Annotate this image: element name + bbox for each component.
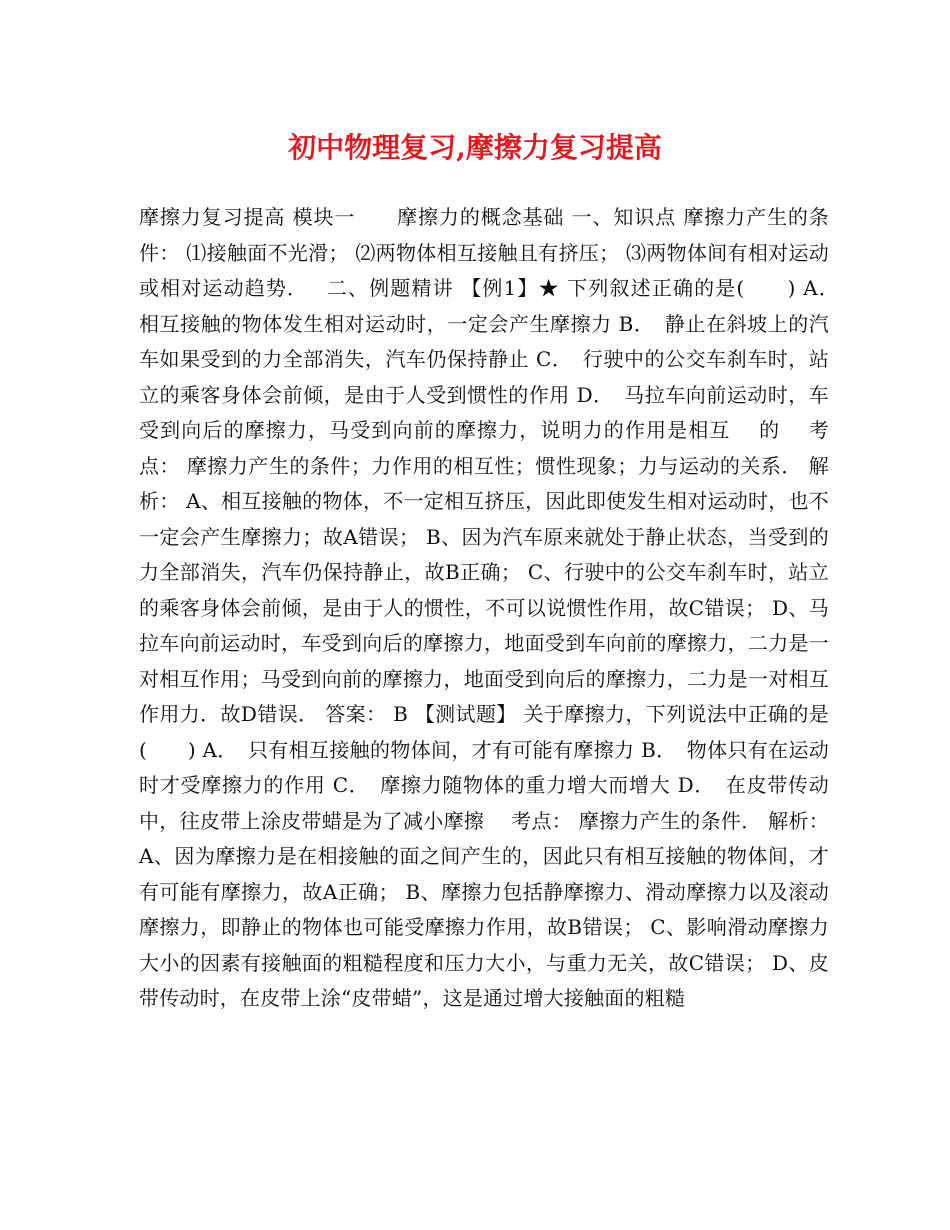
document-title: 初中物理复习,摩擦力复习提高 <box>288 131 662 164</box>
document-body: 摩擦力复习提高 模块一 摩擦力的概念基础 一、知识点 摩擦力产生的条件： ⑴接触面不光滑； ⑵两物体相互接触且有挤压； ⑶两物体间有相对运动或相对运动趋势． 二、例题精讲 【例1】★ 下列叙述正确的是( ) A． 相互接触的物体发生相对运动时，一定会产生摩擦力 B． 静止在斜坡上的汽车如果受到的力全部消失，汽车仍保持静止 C． 行驶中的公交车刹车时，站立的乘客身体会前倾，是由于人受到惯性的作用 D． 马拉车向前运动时，车受到向后的摩擦力，马受到向前的摩擦力，说明力的作用是相互 的 考点： 摩擦力产生的条件；力作用的相互性；惯性现象；力与运动的关系． 解析： A、相互接触的物体，不一定相互挤压，因此即使发生相对运动时，也不一定会产生摩擦力；故A错误； B、因为汽车原来就处于静止状态，当受到的力全部消失，汽车仍保持静止，故B正确； C、行驶中的公交车刹车时，站立的乘客身体会前倾，是由于人的惯性，不可以说惯性作用，故C错误； D、马拉车向前运动时，车受到向后的摩擦力，地面受到车向前的摩擦力，二力是一对相互作用；马受到向前的摩擦力，地面受到向后的摩擦力，二力是一对相互作用力．故D错误． 答案： B 【测试题】 关于摩擦力，下列说法中正确的是( ) A． 只有相互接触的物体间，才有可能有摩擦力 B． 物体只有在运动时才受摩擦力的作用 C． 摩擦力随物体的重力增大而增大 D． 在皮带传动中，往皮带上涂皮带蜡是为了减小摩擦 考点： 摩擦力产生的条件． 解析： A、因为摩擦力是在相接触的面之间产生的，因此只有相互接触的物体间，才有可能有摩擦力，故A正确； B、摩擦力包括静摩擦力、滑动摩擦力以及滚动摩擦力，即静止的物体也可能受摩擦力作用，故B错误； C、影响滑动摩擦力大小的因素有接触面的粗糙程度和压力大小，与重力无关，故C错误； D、皮带传动时，在皮带上涂“皮带蜡”，这是通过增大接触面的粗糙 <box>139 205 850 1010</box>
